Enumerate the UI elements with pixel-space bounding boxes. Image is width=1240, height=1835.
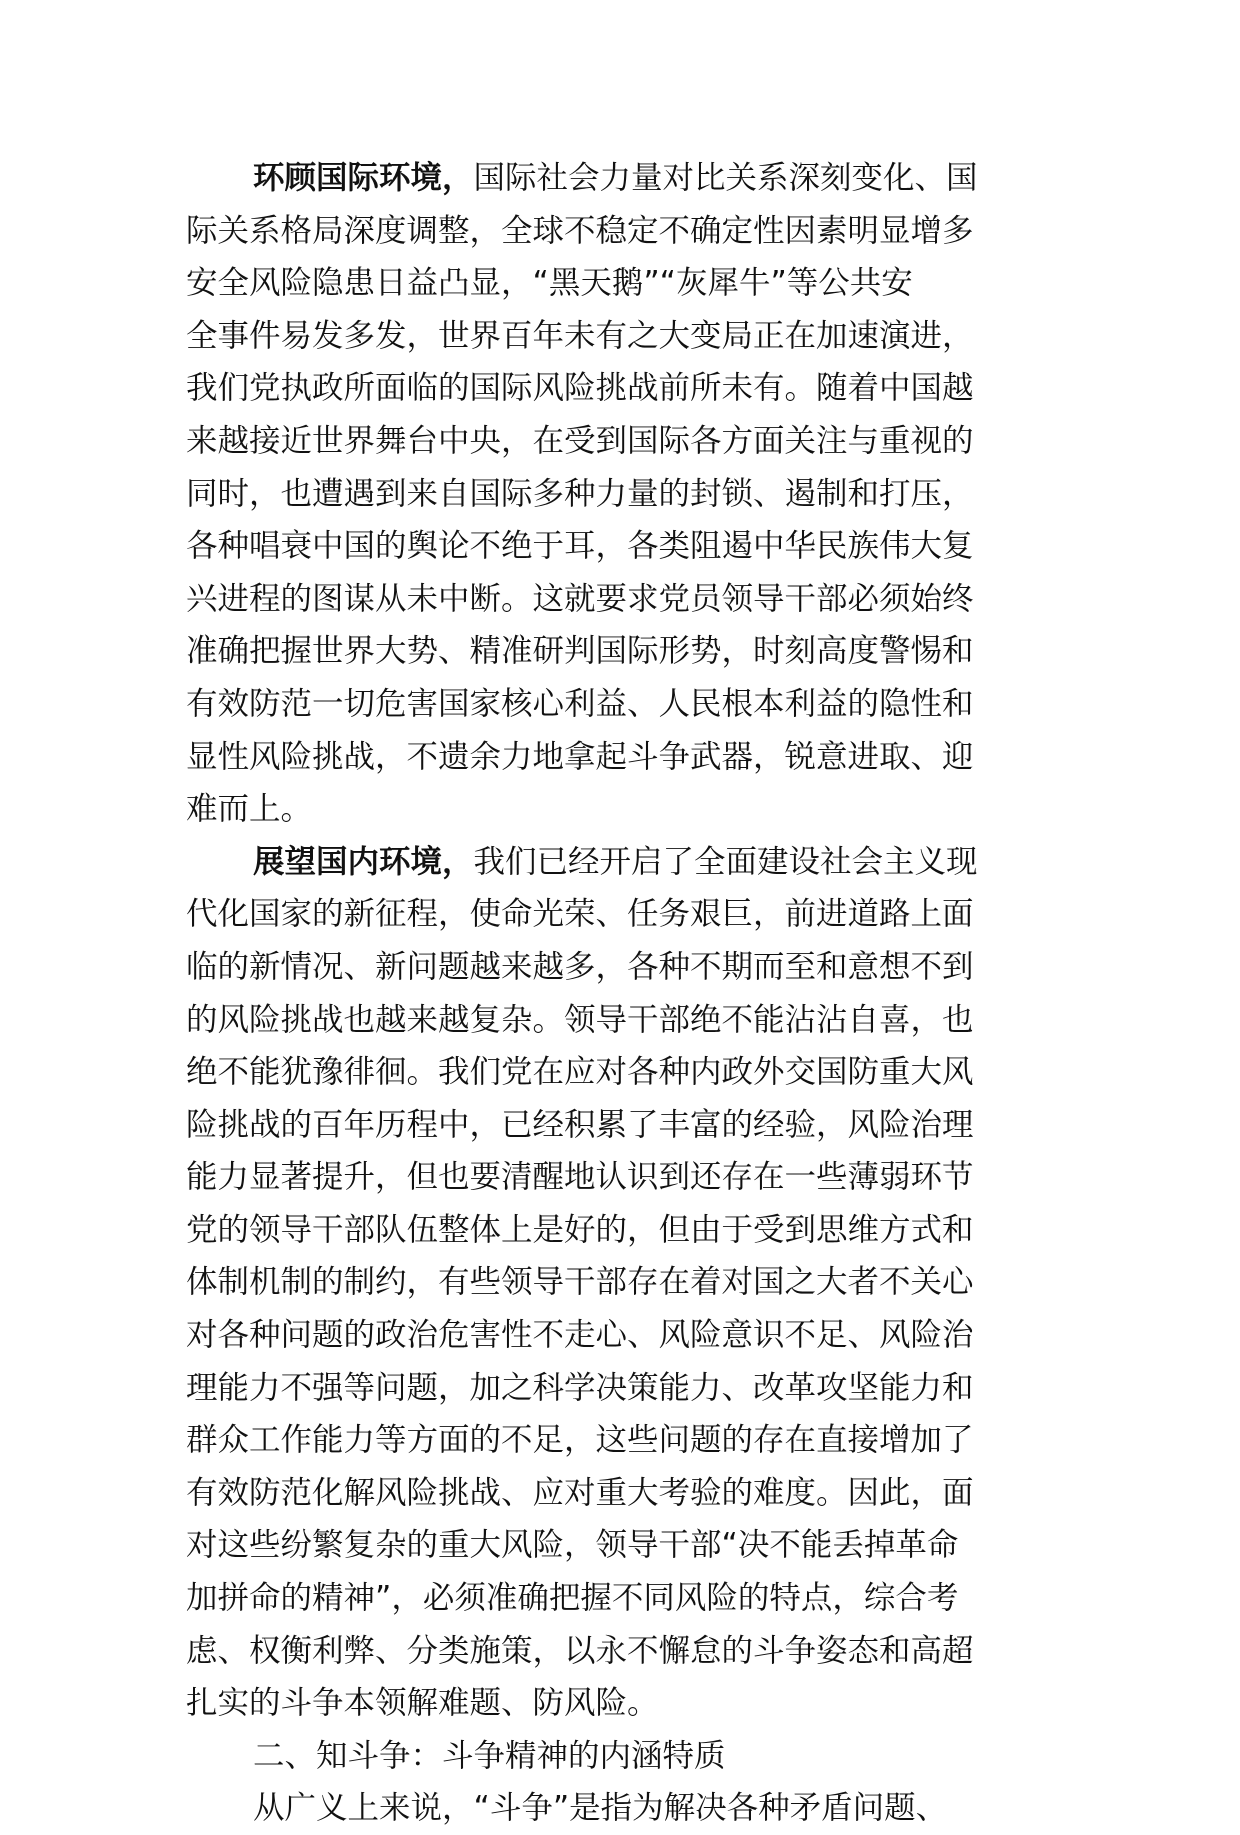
paragraph-2-line-10: 对各种问题的政治危害性不走心、风险意识不足、风险治 — [186, 1317, 974, 1354]
paragraph-2-text: 我们已经开启了全面建设社会主义现 — [473, 843, 978, 880]
paragraph-1-line-1 — [186, 152, 1058, 205]
paragraph-1-line-10: 准确把握世界大势、精准研判国际形势，时刻高度警惕和 — [186, 633, 974, 670]
paragraph-2-heading: 展望国内环境， — [253, 843, 474, 880]
paragraph-1-heading: 环顾国际环境， — [253, 160, 474, 196]
paragraph-2-line-2: 代化国家的新征程，使命光荣、任务艰巨，前进道路上面 — [186, 896, 974, 933]
paragraph-1-line-7: 同时，也遭遇到来自国际多种力量的封锁、遏制和打压， — [186, 475, 974, 512]
paragraph-2-line-15: 加拼命的精神”，必须准确把握不同风险的特点，综合考 — [186, 1580, 959, 1617]
paragraph-1-line-11: 有效防范一切危害国家核心利益、人民根本利益的隐性和 — [186, 685, 974, 722]
paragraph-2-line-11: 理能力不强等问题，加之科学决策能力、改革攻坚能力和 — [186, 1369, 974, 1406]
paragraph-2-line-8: 党的领导干部队伍整体上是好的，但由于受到思维方式和 — [186, 1211, 974, 1248]
paragraph-1-line-5: 我们党执政所面临的国际风险挑战前所未有。随着中国越 — [186, 370, 974, 407]
paragraph-1-line-6: 来越接近世界舞台中央，在受到国际各方面关注与重视的 — [186, 422, 974, 459]
paragraph-2-line-6: 险挑战的百年历程中，已经积累了丰富的经验，风险治理 — [186, 1106, 974, 1143]
document-body — [186, 152, 1058, 1835]
paragraph-2-line-5: 绝不能犹豫徘徊。我们党在应对各种内政外交国防重大风 — [186, 1054, 974, 1091]
paragraph-1-line-13: 难而上。 — [186, 791, 313, 828]
paragraph-1-line-3: 安全风险隐患日益凸显，“黑天鹅”“灰犀牛”等公共安 — [186, 265, 913, 302]
paragraph-2-line-17: 扎实的斗争本领解难题、防风险。 — [186, 1685, 659, 1722]
paragraph-2-line-3: 临的新情况、新问题越来越多，各种不期而至和意想不到 — [186, 948, 974, 985]
paragraph-1-line-12: 显性风险挑战，不遗余力地拿起斗争武器，锐意进取、迎 — [186, 738, 974, 775]
paragraph-1-text: 国际社会力量对比关系深刻变化、国 — [473, 160, 978, 196]
paragraph-2-line-7: 能力显著提升，但也要清醒地认识到还存在一些薄弱环节 — [186, 1159, 974, 1196]
paragraph-2-line-9: 体制机制的制约，有些领导干部存在着对国之大者不关心 — [186, 1264, 974, 1301]
paragraph-2-line-1 — [186, 836, 1058, 889]
paragraph-3-line-1: 从广义上来说，“斗争”是指为解决各种矛盾问题、 — [253, 1790, 948, 1827]
paragraph-1-line-2: 际关系格局深度调整，全球不稳定不确定性因素明显增多 — [186, 212, 974, 249]
paragraph-2-line-14: 对这些纷繁复杂的重大风险，领导干部“决不能丢掉革命 — [186, 1527, 959, 1564]
paragraph-2-line-12: 群众工作能力等方面的不足，这些问题的存在直接增加了 — [186, 1422, 974, 1459]
section-heading: 二、知斗争：斗争精神的内涵特质 — [253, 1737, 726, 1774]
paragraph-2-line-16: 虑、权衡利弊、分类施策，以永不懈怠的斗争姿态和高超 — [186, 1632, 974, 1669]
paragraph-2-line-13: 有效防范化解风险挑战、应对重大考验的难度。因此，面 — [186, 1474, 974, 1511]
paragraph-1-line-8: 各种唱衰中国的舆论不绝于耳，各类阻遏中华民族伟大复 — [186, 528, 974, 565]
paragraph-1-line-9: 兴进程的图谋从未中断。这就要求党员领导干部必须始终 — [186, 580, 974, 617]
paragraph-2-line-4: 的风险挑战也越来越复杂。领导干部绝不能沾沾自喜，也 — [186, 1001, 974, 1038]
paragraph-1-line-4: 全事件易发多发，世界百年未有之大变局正在加速演进， — [186, 317, 974, 354]
